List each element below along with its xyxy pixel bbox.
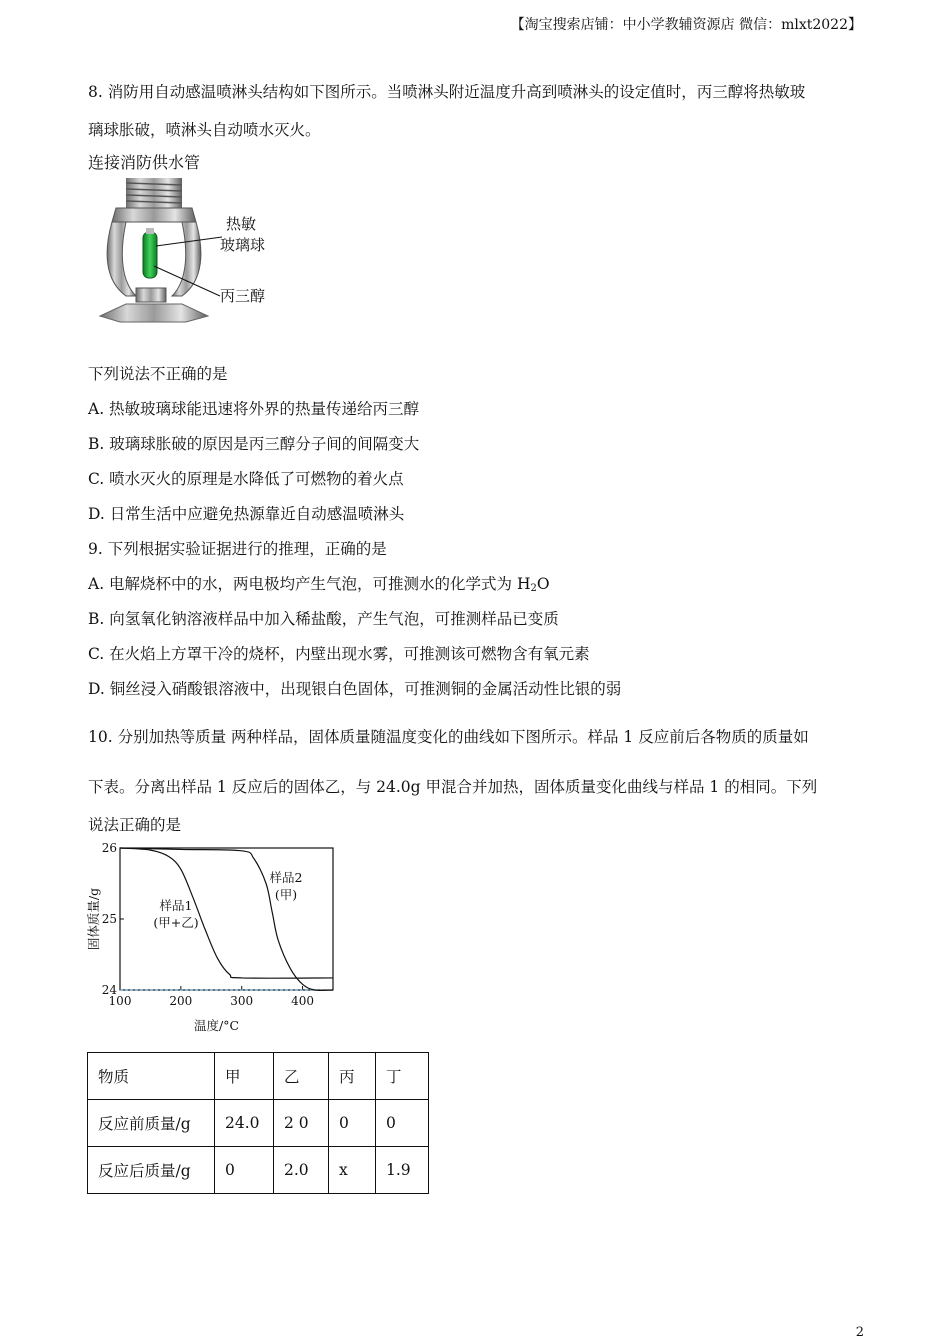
- y-tick-label: 25: [101, 912, 117, 926]
- label-glass-2: 玻璃球: [220, 236, 266, 254]
- q9-option-a-text: A. 电解烧杯中的水，两电极均产生气泡，可推测水的化学式为 H: [88, 575, 531, 593]
- q10-stem-line-2: 下表。分离出样品 1 反应后的固体乙，与 24.0g 甲混合并加热，固体质量变化曲线与样品 1 的相同。下列: [88, 778, 818, 796]
- series-line-1: [120, 848, 333, 978]
- frame-arm-left: [107, 222, 136, 296]
- x-tick-label: 200: [169, 994, 193, 1008]
- sprinkler-head-figure: [96, 170, 296, 330]
- q9-option-c: C. 在火焰上方罩干冷的烧杯，内壁出现水雾，可推测该可燃物含有氧元素: [88, 645, 590, 663]
- q10-stem-line-3: 说法正确的是: [88, 816, 182, 834]
- q10-stem-line-1: 10. 分别加热等质量 两种样品，固体质量随温度变化的曲线如下图所示。样品 1 反应前后各物质的质量如: [88, 728, 809, 746]
- series-label: 样品1: [159, 898, 193, 913]
- watermark-text: 【淘宝搜索店铺：中小学教辅资源店 微信：mlxt2022】: [510, 17, 862, 33]
- q8-stem-line-2: 璃球胀破，喷淋头自动喷水灭火。: [88, 121, 321, 139]
- series-sublabel: (甲+乙): [153, 915, 199, 930]
- table-cell: x: [329, 1147, 376, 1194]
- q8-stem-line-1: 8. 消防用自动感温喷淋头结构如下图所示。当喷淋头附近温度升高到喷淋头的设定值时，丙三醇将热敏玻: [88, 83, 806, 101]
- y-tick-label: 24: [101, 983, 117, 997]
- table-header-row: [88, 1053, 429, 1100]
- bulb-cap: [146, 228, 154, 234]
- q9-stem: 9. 下列根据实验证据进行的推理，正确的是: [88, 540, 387, 558]
- q9-option-a: [88, 572, 550, 594]
- table-cell: 反应后质量/g: [88, 1147, 215, 1194]
- q8-option-c: C. 喷水灭火的原理是水降低了可燃物的着火点: [88, 470, 404, 488]
- q9-option-b: B. 向氢氧化钠溶液样品中加入稀盐酸，产生气泡，可推测样品已变质: [88, 610, 559, 628]
- series-sublabel: (甲): [274, 887, 298, 902]
- label-glass-1: 热敏: [226, 215, 257, 233]
- glass-bulb-icon: [143, 232, 157, 278]
- mass-table: [87, 1052, 429, 1194]
- table-cell: 0: [376, 1100, 429, 1147]
- table-cell: 1.9: [376, 1147, 429, 1194]
- label-glycerol: 丙三醇: [220, 287, 266, 305]
- x-tick-label: 100: [108, 994, 132, 1008]
- q8-question: 下列说法不正确的是: [88, 365, 228, 383]
- hex-body: [112, 208, 196, 222]
- table-header-cell: 丁: [376, 1053, 429, 1100]
- subscript-2: 2: [530, 583, 537, 594]
- q8-option-a: A. 热敏玻璃球能迅速将外界的热量传递给丙三醇: [88, 400, 420, 418]
- table-cell: 0: [329, 1100, 376, 1147]
- x-axis-label: 温度/°C: [193, 1018, 240, 1033]
- x-tick-label: 300: [230, 994, 254, 1008]
- q9-option-d: D. 铜丝浸入硝酸银溶液中，出现银白色固体，可推测铜的金属活动性比银的弱: [88, 680, 622, 698]
- table-cell: 反应前质量/g: [88, 1100, 215, 1147]
- table-header-cell: 丙: [329, 1053, 376, 1100]
- q9-option-a-end: O: [536, 575, 550, 593]
- q8-option-d: D. 日常生活中应避免热源靠近自动感温喷淋头: [88, 505, 405, 523]
- y-axis-label: 固体质量/g: [86, 887, 101, 951]
- thread-part: [126, 178, 182, 208]
- table-header-cell: 甲: [215, 1053, 274, 1100]
- y-tick-label: 26: [101, 841, 117, 855]
- mass-temperature-chart: [84, 838, 354, 1038]
- table-cell: 24.0: [215, 1100, 274, 1147]
- q8-option-b: B. 玻璃球胀破的原因是丙三醇分子间的间隔变大: [88, 435, 420, 453]
- deflector-hub: [136, 288, 166, 302]
- series-label: 样品2: [269, 870, 303, 885]
- table-row: [88, 1100, 429, 1147]
- table-header-cell: 物质: [88, 1053, 215, 1100]
- page-number: 2: [855, 1325, 864, 1340]
- table-header-cell: 乙: [274, 1053, 329, 1100]
- table-cell: 2 0: [274, 1100, 329, 1147]
- table-row: [88, 1147, 429, 1194]
- deflector-plate: [100, 304, 208, 322]
- table-cell: 2.0: [274, 1147, 329, 1194]
- sprinkler-top-label: 连接消防供水管: [88, 153, 201, 172]
- x-tick-label: 400: [291, 994, 315, 1008]
- table-cell: 0: [215, 1147, 274, 1194]
